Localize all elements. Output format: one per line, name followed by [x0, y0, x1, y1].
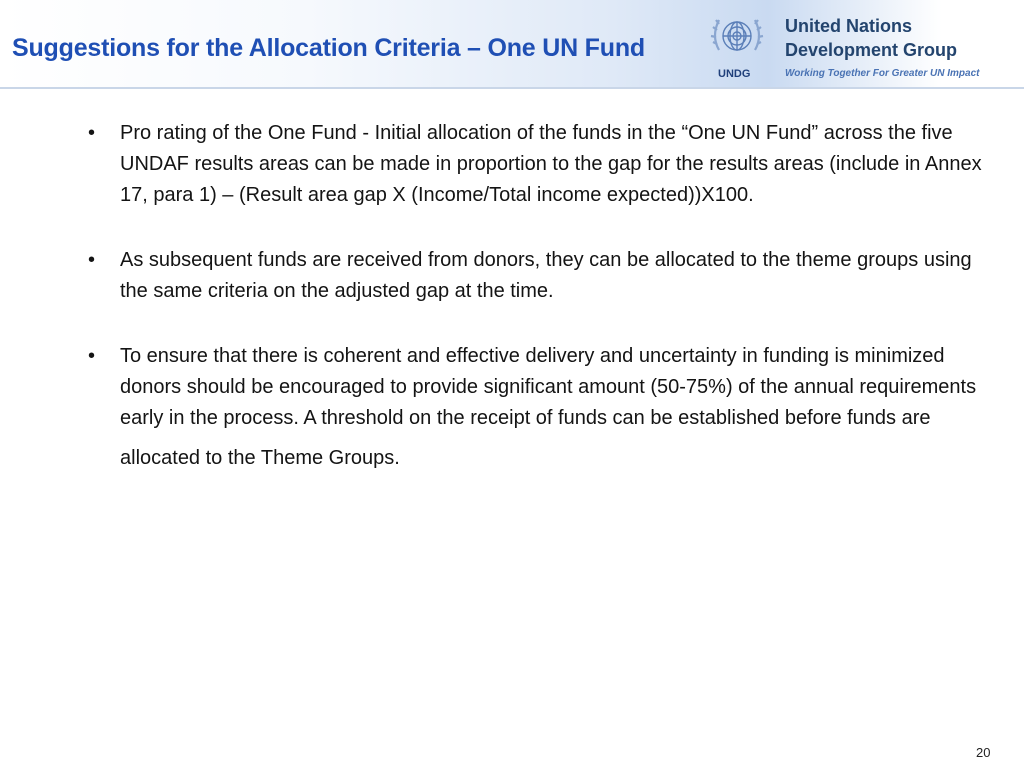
bullet-item	[88, 118, 988, 211]
bullet-item	[88, 245, 988, 307]
org-name-line2: Development Group	[785, 40, 958, 60]
org-name-line1: United Nations	[785, 16, 913, 36]
undg-logo	[703, 8, 1021, 86]
bullet-text: To ensure that there is coherent and effective delivery and uncertainty in funding is minimized donors should be encouraged to provide significant amount (50-75%) of the annual requirements early in the process. A threshold on the receipt of funds can be established before funds are	[120, 345, 977, 429]
bullet-item	[88, 341, 988, 474]
page-number: 20	[976, 745, 991, 760]
bullet-marker: •	[88, 345, 96, 367]
bullet-marker: •	[88, 249, 96, 271]
bullet-marker: •	[88, 122, 96, 144]
bullet-list	[88, 118, 988, 474]
org-tagline: Working Together For Greater UN Impact	[785, 68, 980, 79]
slide-title: Suggestions for the Allocation Criteria – One UN Fund	[12, 34, 645, 62]
bullet-text: Pro rating of the One Fund - Initial allocation of the funds in the “One UN Fund” across the five UNDAF results areas can be made in proportion to the gap for the results areas (include in Annex 17, para 1) – (Result area gap X (Income/Total income expected))X100.	[120, 122, 982, 206]
un-emblem-icon	[705, 10, 769, 66]
bullet-text: As subsequent funds are received from donors, they can be allocated to the theme groups using the same criteria on the adjusted gap at the time.	[120, 249, 972, 302]
undg-acronym: UNDG	[718, 68, 751, 80]
header-divider	[0, 87, 1024, 89]
line-spacer	[120, 434, 988, 443]
bullet-text-continuation: allocated to the Theme Groups.	[120, 447, 400, 469]
